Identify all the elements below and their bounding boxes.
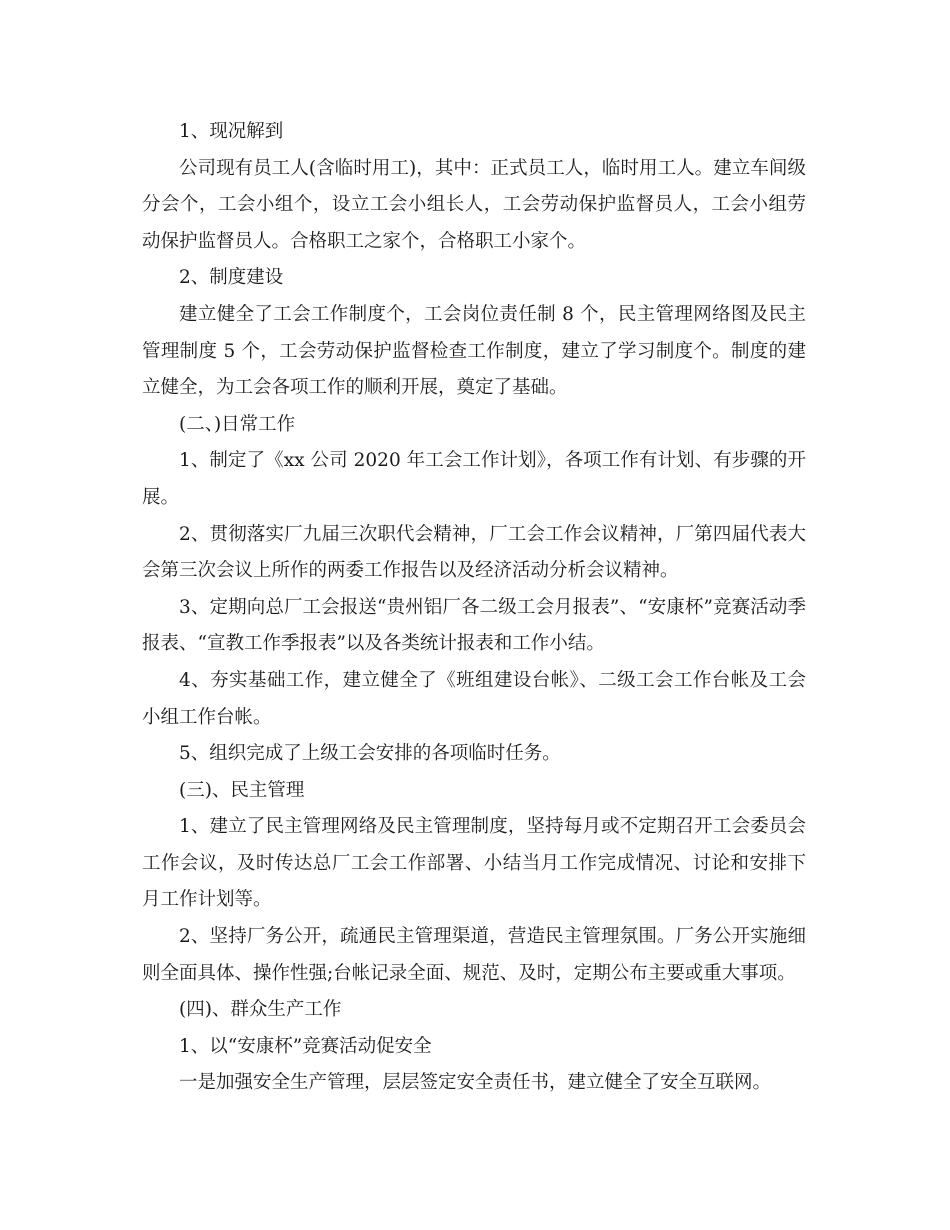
list-item: 1、制定了《xx 公司 2020 年工会工作计划》，各项工作有计划、有步骤的开展。 xyxy=(142,450,806,508)
paragraph: 一是加强安全生产管理，层层签定安全责任书，建立健全了安全互联网。 xyxy=(179,1072,772,1094)
section-heading: (二、)日常工作 xyxy=(179,413,296,435)
list-item: 4、夯实基础工作，建立健全了《班组建设台帐》、二级工会工作台帐及工会小组工作台帐。 xyxy=(142,669,806,728)
document-body xyxy=(142,114,806,1102)
list-item: 1、建立了民主管理网络及民主管理制度，坚持每月或不定期召开工会委员会工作会议，及时传达总厂工会工作部署、小结当月工作完成情况、讨论和安排下月工作计划等。 xyxy=(142,816,806,911)
paragraph: 公司现有员工人(含临时用工)，其中：正式员工人，临时用工人。建立车间级分会个，工会小组个，设立工会小组长人，工会劳动保护监督员人，工会小组劳动保护监督员人。合格职工之家个，合格职工小家个。 xyxy=(142,157,806,252)
list-item: 1、以“安康杯”竞赛活动促安全 xyxy=(179,1035,432,1057)
list-item: 2、坚持厂务公开，疏通民主管理渠道，营造民主管理氛围。厂务公开实施细则全面具体、操作性强;台帐记录全面、规范、及时，定期公布主要或重大事项。 xyxy=(142,926,806,984)
section-heading: (四)、群众生产工作 xyxy=(179,999,342,1021)
section-heading: (三)、民主管理 xyxy=(179,779,305,801)
list-item: 3、定期向总厂工会报送“贵州铝厂各二级工会月报表”、“安康杯”竞赛活动季报表、“宣教工作季报表”以及各类统计报表和工作小结。 xyxy=(142,596,806,655)
section-heading: 1、现况解到 xyxy=(179,121,284,142)
paragraph: 建立健全了工会工作制度个，工会岗位责任制 8 个，民主管理网络图及民主管理制度 5 个，工会劳动保护监督检查工作制度，建立了学习制度个。制度的建立健全，为工会各项工作的顺利开展，奠定了基础。 xyxy=(142,303,806,399)
list-item: 2、贯彻落实厂九届三次职代会精神，厂工会工作会议精神，厂第四届代表大会第三次会议上所作的两委工作报告以及经济活动分析会议精神。 xyxy=(142,523,806,582)
list-item: 5、组织完成了上级工会安排的各项临时任务。 xyxy=(179,743,561,765)
section-heading: 2、制度建设 xyxy=(179,267,284,289)
